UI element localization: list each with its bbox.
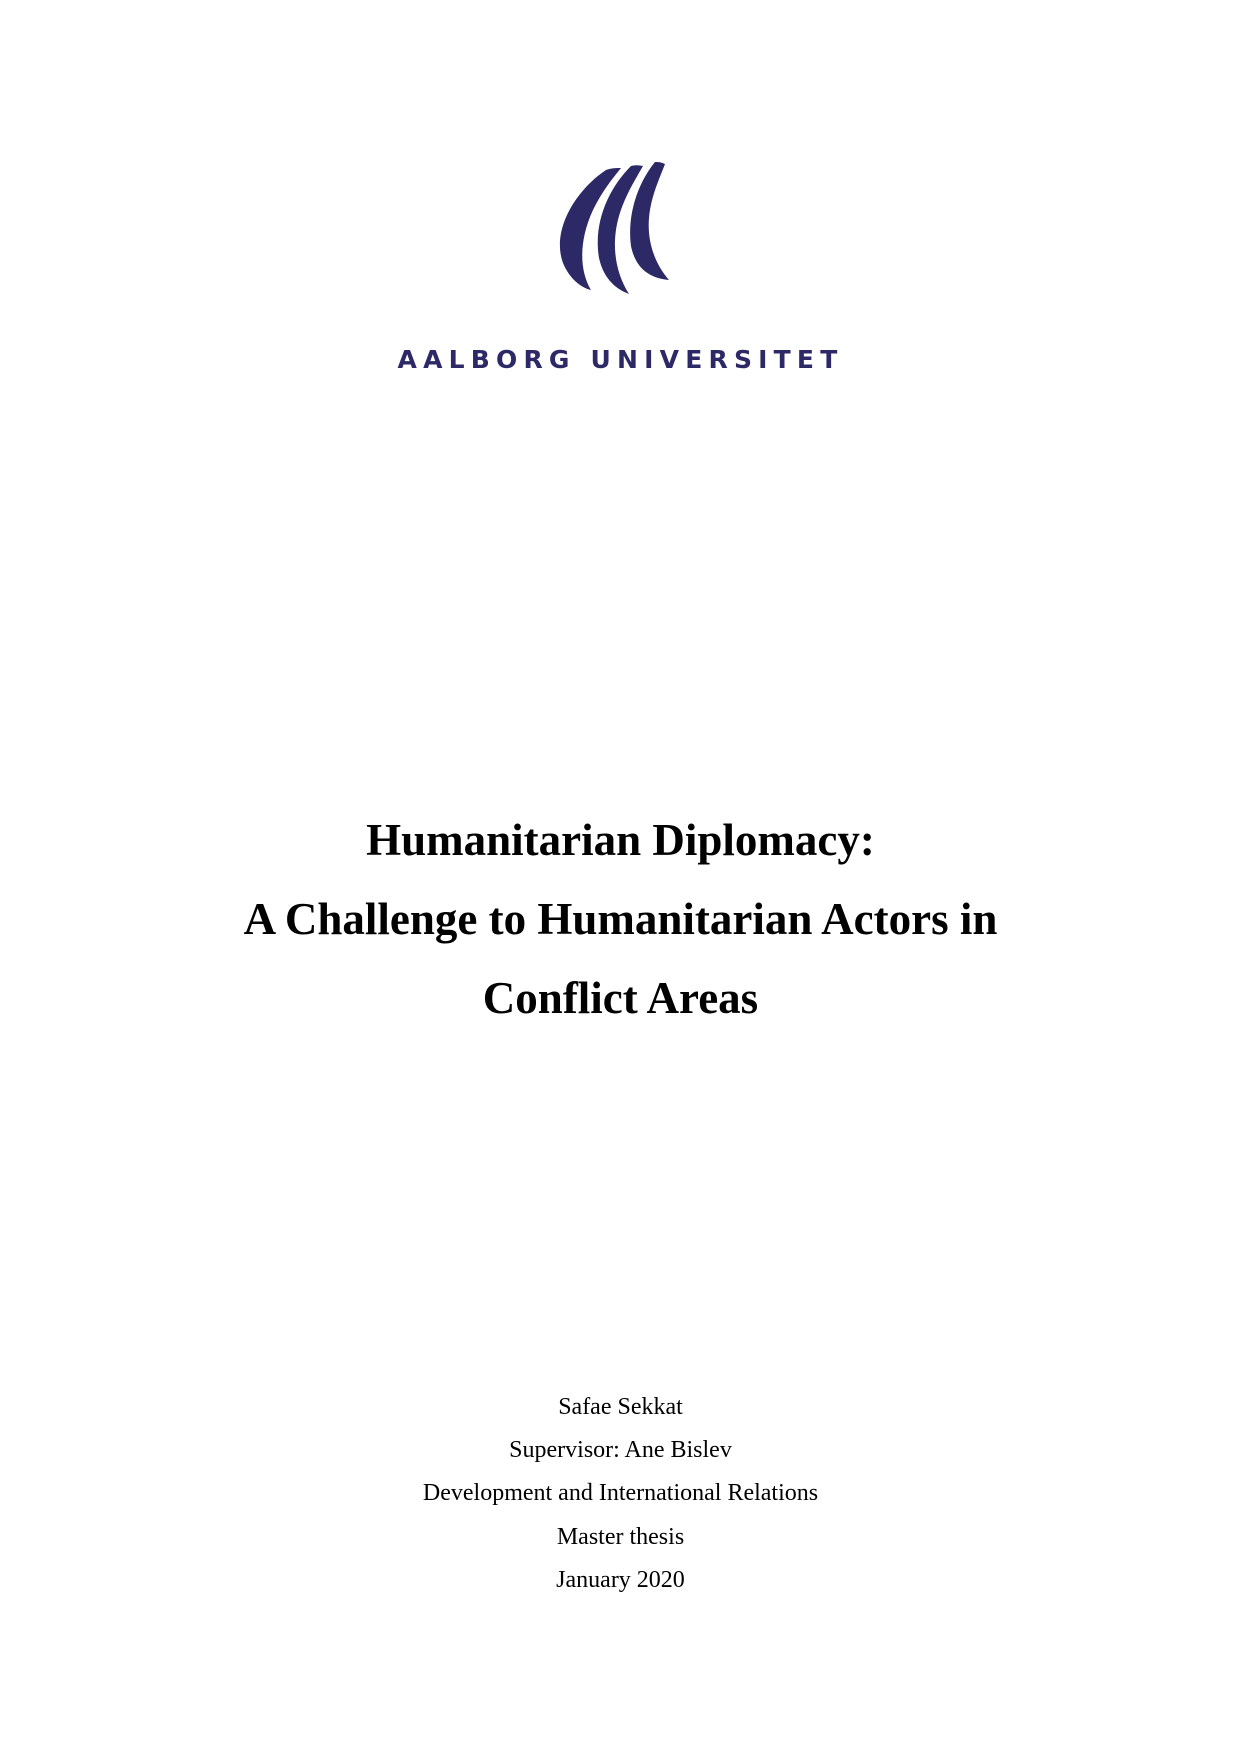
title-line-2: A Challenge to Humanitarian Actors in <box>243 894 998 944</box>
submission-date: January 2020 <box>556 1566 685 1593</box>
thesis-title <box>0 801 1241 1038</box>
study-program: Development and International Relations <box>422 1480 819 1507</box>
thesis-details <box>0 1386 1241 1602</box>
title-line-1: Humanitarian Diplomacy: <box>366 815 875 865</box>
university-logo <box>0 160 1241 374</box>
university-wordmark: AALBORG UNIVERSITET <box>397 345 844 374</box>
supervisor: Supervisor: Ane Bislev <box>509 1437 732 1464</box>
document-type: Master thesis <box>556 1523 685 1550</box>
aalborg-university-wave-logo-icon <box>551 160 691 300</box>
title-line-3: Conflict Areas <box>482 973 759 1023</box>
author-name: Safae Sekkat <box>558 1394 683 1420</box>
